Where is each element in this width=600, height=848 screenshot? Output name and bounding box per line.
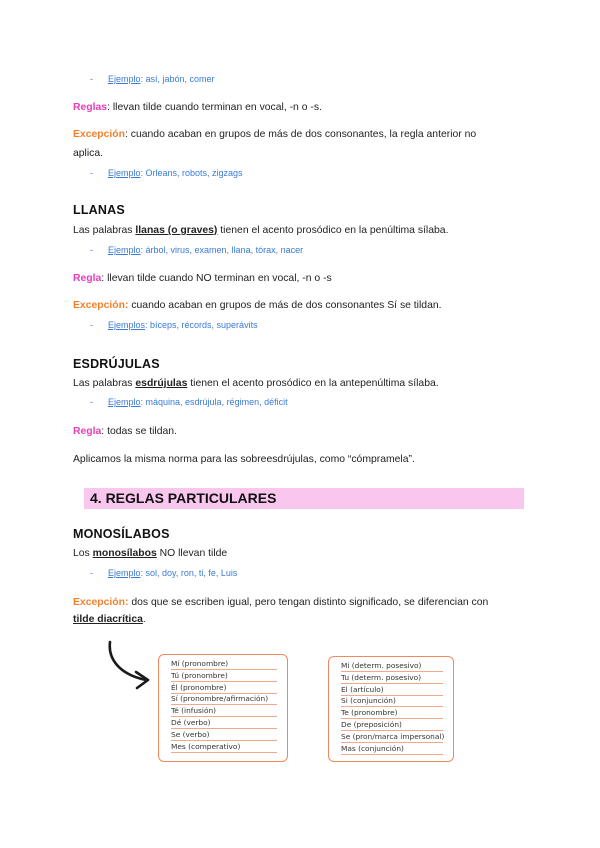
exception-text: dos que se escriben igual, pero tengan distinto significado, se diferencian con [128,597,489,608]
intro-post: tienen el acento prosódico en la antepenúltima sílaba. [187,378,439,389]
rule-text: : llevan tilde cuando NO terminan en vocal, -n o -s [101,273,332,284]
example-text: : bíceps, récords, superávits [145,320,258,330]
monosilabos-heading: MONOSÍLABOS [73,527,170,541]
example-label[interactable]: Ejemplo [108,397,141,407]
exception-paragraph [73,597,488,608]
diacritic-entry: Sí (pronombre/afirmación) [171,694,277,705]
note-paragraph: Aplicamos la misma norma para las sobreesdrújulas, como “cómpramela”. [73,454,415,465]
exception-text: cuando acaban en grupos de más de dos consonantes Sí se tildan. [128,300,442,311]
example-text: : árbol, virus, examen, llana, tórax, nacer [140,245,304,255]
diacritic-entry: Si (conjunción) [341,696,443,707]
diacritic-entry: El (artículo) [341,685,443,696]
example-text: : máquina, esdrújula, régimen, déficit [140,397,288,407]
esdrujulas-intro [73,378,439,389]
diacritic-entry: Dé (verbo) [171,718,277,729]
exception-paragraph [73,300,442,311]
period: . [142,614,146,625]
example-row: - Ejemplo: árbol, virus, examen, llana, tórax, nacer [90,245,304,255]
section-title: 4. REGLAS PARTICULARES [90,490,277,506]
diacritic-entry: Se (pron/marca impersonal) [341,731,445,741]
exception-label: Excepción: [73,597,129,608]
rule-label: Regla [73,273,102,284]
rule-paragraph [73,273,332,284]
esdrujulas-heading: ESDRÚJULAS [73,357,160,371]
example-label[interactable]: Ejemplo [108,568,141,578]
diacritic-card-atonic [328,656,454,762]
example-text: : así, jabón, comer [140,74,215,84]
example-row: - Ejemplo: Orleans, robots, zigzags [90,168,243,178]
diacritic-entry: Te (pronombre) [341,708,443,719]
llanas-heading: LLANAS [73,203,125,217]
tilde-line [73,614,146,625]
intro-pre: Los [73,548,93,559]
intro-post: NO llevan tilde [156,548,228,559]
rule-text: : todas se tildan. [101,426,177,437]
example-label[interactable]: Ejemplos [108,320,146,330]
example-row: - Ejemplos: bíceps, récords, superávits [90,320,258,330]
diacritic-entry: Él (pronombre) [171,683,277,694]
intro-pre: Las palabras [73,225,136,236]
diacritic-entry: Tu (determ. posesivo) [341,673,443,684]
example-row: - Ejemplo: sol, doy, ron, ti, fe, Luis [90,568,238,578]
diacritic-card-tonic [158,654,288,762]
example-label[interactable]: Ejemplo [108,245,141,255]
diacritic-entry: Mi (determ. posesivo) [341,661,443,672]
example-label[interactable]: Ejemplo [108,74,141,84]
tilde-term: tilde diacrítica [73,614,143,625]
llanas-term: llanas (o graves) [135,225,218,236]
diacritic-entry: Se (verbo) [171,730,277,741]
rule-paragraph [73,102,322,113]
monosilabos-intro [73,548,227,559]
rule-text: : llevan tilde cuando terminan en vocal, -n o -s. [107,102,322,113]
diacritic-entry: Tú (pronombre) [171,671,277,682]
exception-text: : cuando acaban en grupos de más de dos consonantes, la regla anterior no [124,129,477,140]
rule-label: Regla [73,426,102,437]
llanas-intro [73,225,448,236]
diacritic-entry: Té (infusión) [171,706,277,717]
diacritic-entry: Mes (comperativo) [171,742,277,753]
example-text: : sol, doy, ron, ti, fe, Luis [140,568,238,578]
curved-arrow-icon [100,636,160,696]
diacritic-entry: De (preposición) [341,720,443,731]
example-label[interactable]: Ejemplo [108,168,141,178]
exception-label: Excepción [73,129,125,140]
diacritic-entry: Mas (conjunción) [341,744,443,755]
example-text: : Orleans, robots, zigzags [140,168,243,178]
esdrujulas-term: esdrújulas [135,378,188,389]
intro-pre: Las palabras [73,378,136,389]
example-row: - Ejemplo: así, jabón, comer [90,74,215,84]
intro-post: tienen el acento prosódico en la penúltima sílaba. [217,225,449,236]
monosilabos-term: monosílabos [92,548,157,559]
exception-continuation: aplica. [73,148,104,159]
exception-label: Excepción: [73,300,129,311]
exception-paragraph [73,129,476,140]
diacritic-entry: Mí (pronombre) [171,659,277,670]
rule-label: Reglas [73,102,108,113]
rule-paragraph [73,426,177,437]
example-row: - Ejemplo: máquina, esdrújula, régimen, déficit [90,397,288,407]
section-banner [84,488,524,509]
